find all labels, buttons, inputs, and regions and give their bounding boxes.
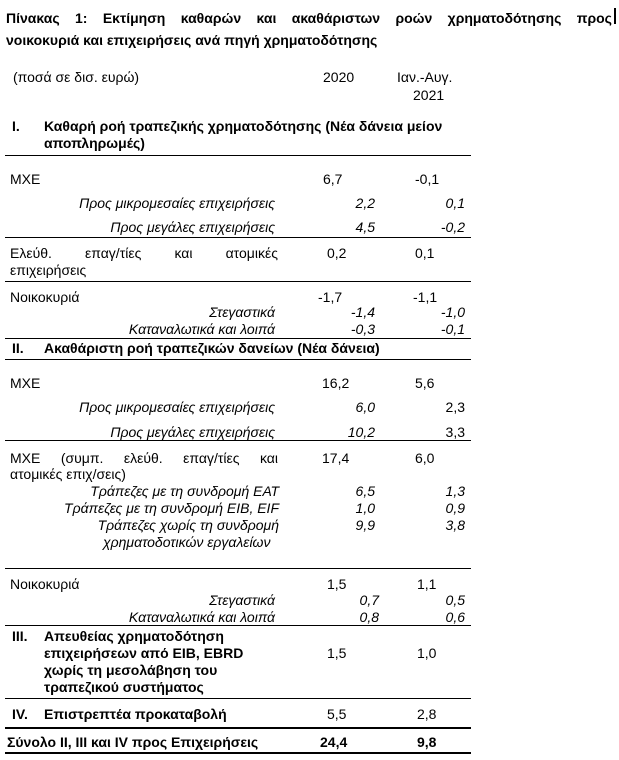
label-word: και [174, 245, 193, 261]
cell-2021: 0,6 [445, 609, 465, 625]
row-label: Στεγαστικά [209, 592, 275, 608]
total-2020: 24,4 [320, 734, 348, 750]
row-label: Τράπεζες με τη συνδρομή EIB, EIF [64, 500, 279, 516]
cell-2021: -1,1 [413, 289, 438, 305]
cell-2021: 2,8 [417, 706, 437, 722]
cell-2021: 0,9 [445, 500, 465, 516]
divider [5, 568, 471, 569]
title-word: χρηματοδότησης [447, 10, 562, 26]
cell-2021: 2,3 [445, 399, 465, 415]
label-word: επαγ/τίες [85, 245, 142, 261]
row-label: Προς μικρομεσαίες επιχειρήσεις [79, 399, 275, 415]
title-word: ακαθάριστων [291, 10, 381, 26]
divider [5, 625, 471, 626]
section-1-title-l1: Καθαρή ροή τραπεζικής χρηματοδότησης (Νέα δάνεια μείον [44, 118, 443, 134]
label-word: ατομικές [225, 245, 278, 261]
cell-2020: 10,2 [347, 424, 375, 440]
col-header-2021-l2: 2021 [413, 87, 445, 103]
row-label [10, 450, 278, 466]
col-header-2021-l1: Ιαν.-Αυγ. [397, 69, 453, 85]
cell-2021: 5,6 [415, 375, 435, 391]
divider [5, 359, 471, 360]
row-label [10, 245, 278, 261]
cell-2020: 6,0 [355, 399, 375, 415]
row-label: Προς μικρομεσαίες επιχειρήσεις [79, 195, 275, 211]
cell-2021: -0,2 [440, 219, 465, 235]
label-word: (συμπ. [60, 450, 104, 466]
title-word: Πίνακας [6, 10, 60, 26]
table-title [6, 7, 612, 51]
title-word: καθαρών [180, 10, 242, 26]
row-label-l2: χρηματοδοτικών εργαλείων [103, 534, 271, 550]
cell-2021: 1,0 [417, 645, 437, 661]
section-2-title: Ακαθάριστη ροή τραπεζικών δανείων (Νέα δάνεια) [44, 340, 380, 356]
text-cursor [614, 8, 616, 24]
table-title-line1 [6, 7, 612, 29]
units-label: (ποσά σε δισ. ευρώ) [13, 69, 140, 85]
label-word: και [259, 450, 278, 466]
cell-2020: 1,5 [327, 576, 347, 592]
cell-2020: 5,5 [327, 706, 347, 722]
cell-2021: 3,3 [445, 424, 465, 440]
section-2-number: II. [12, 340, 24, 356]
section-1-number: I. [12, 118, 20, 134]
label-word: επαγ/τίες [183, 450, 240, 466]
cell-2021: 3,8 [445, 517, 465, 533]
cell-2020: 0,2 [327, 245, 347, 261]
section-4-title: Επιστρεπτέα προκαταβολή [44, 706, 227, 722]
divider [5, 237, 471, 238]
row-label: ΜΧΕ [10, 375, 41, 391]
divider [5, 338, 471, 339]
divider [5, 698, 471, 699]
total-2021: 9,8 [417, 734, 437, 750]
divider [5, 727, 471, 729]
title-word: και [256, 10, 277, 26]
cell-2021: 0,1 [445, 195, 465, 211]
cell-2021: 1,1 [417, 576, 437, 592]
total-label: Σύνολο II, III και IV προς Επιχειρήσεις [7, 734, 259, 750]
cell-2020: 2,2 [355, 195, 375, 211]
section-4-number: IV. [12, 706, 28, 722]
cell-2020: 4,5 [355, 219, 375, 235]
title-word: ροών [395, 10, 433, 26]
cell-2020: 6,7 [323, 171, 343, 187]
cell-2020: 0,8 [359, 609, 379, 625]
cell-2020: -1,4 [350, 304, 375, 320]
cell-2020: -0,3 [350, 321, 375, 337]
cell-2021: 6,0 [415, 450, 435, 466]
row-label: Τράπεζες χωρίς τη συνδρομή [97, 517, 279, 533]
divider [5, 155, 471, 156]
cell-2020: 0,7 [359, 592, 379, 608]
row-label: Προς μεγάλες επιχειρήσεις [110, 219, 275, 235]
row-label: ΜΧΕ [10, 171, 41, 187]
cell-2020: 17,4 [322, 450, 350, 466]
cell-2020: 1,0 [355, 500, 375, 516]
section-1-title-l2: αποπληρωμές) [44, 135, 145, 151]
section-3-title-l4: τραπεζικού συστήματος [44, 679, 204, 695]
row-label: Τράπεζες με τη συνδρομή ΕΑΤ [90, 483, 279, 499]
section-3-title-l1: Απευθείας χρηματοδότηση [44, 628, 224, 644]
divider [5, 752, 471, 754]
row-label: Καταναλωτικά και λοιπά [128, 321, 275, 337]
row-label-l2: ατομικές επιχ/σεις) [10, 466, 126, 482]
cell-2021: 1,3 [445, 483, 465, 499]
section-3-number: III. [12, 628, 28, 644]
cell-2020: 9,9 [355, 517, 375, 533]
row-label-l2: επιχειρήσεις [10, 262, 87, 278]
row-label: Καταναλωτικά και λοιπά [128, 609, 275, 625]
cell-2020: 1,5 [327, 645, 347, 661]
title-word: 1: [75, 10, 88, 26]
label-word: Ελεύθ. [10, 245, 52, 261]
cell-2020: 16,2 [322, 375, 350, 391]
divider [5, 281, 471, 282]
cell-2021: 0,1 [415, 245, 435, 261]
row-label: Προς μεγάλες επιχειρήσεις [110, 424, 275, 440]
cell-2021: 0,5 [445, 592, 465, 608]
row-label: Στεγαστικά [209, 304, 275, 320]
cell-2020: -1,7 [318, 289, 343, 305]
title-word: προς [576, 10, 612, 26]
row-label: Νοικοκυριά [10, 289, 80, 305]
cell-2021: -1,0 [440, 304, 465, 320]
row-label: Νοικοκυριά [10, 576, 80, 592]
col-header-2020: 2020 [323, 69, 355, 85]
title-word: Εκτίμηση [102, 10, 166, 26]
cell-2021: -0,1 [415, 171, 440, 187]
label-word: ΜΧΕ [10, 450, 41, 466]
label-word: ελεύθ. [123, 450, 163, 466]
divider [5, 440, 471, 441]
cell-2021: -0,1 [440, 321, 465, 337]
table-title-line2: νοικοκυριά και επιχειρήσεις ανά πηγή χρηματοδότησης [6, 32, 378, 48]
section-3-title-l2: επιχειρήσεων από EIB, EBRD [44, 645, 244, 661]
section-3-title-l3: χωρίς τη μεσολάβηση του [44, 662, 218, 678]
cell-2020: 6,5 [355, 483, 375, 499]
